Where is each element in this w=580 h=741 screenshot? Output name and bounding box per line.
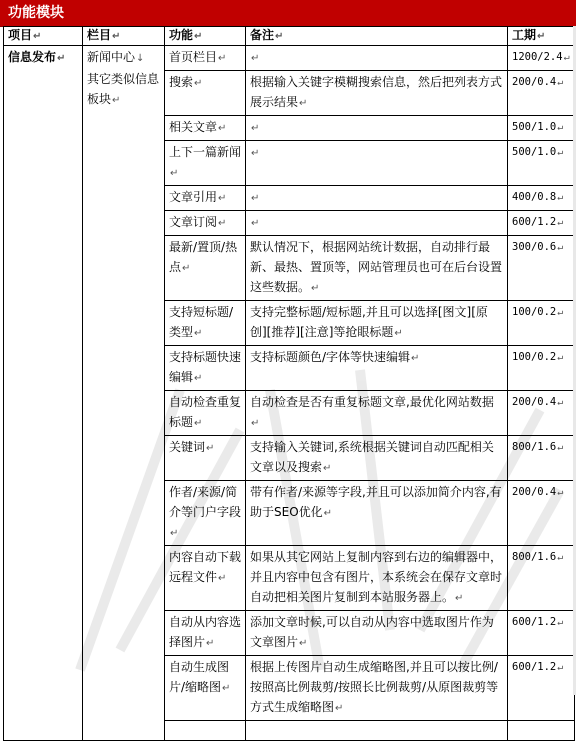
header-column: 栏目↵ (83, 27, 165, 46)
header-function: 功能↵ (165, 27, 246, 46)
period-cell: 100/0.2↵ (508, 346, 575, 391)
note-cell: 根据上传图片自动生成缩略图,并且可以按比例/按照高比例裁剪/按照长比例裁剪/从原图裁剪等方式生成缩略图↵ (246, 656, 508, 721)
header-period: 工期↵ (508, 27, 575, 46)
note-cell: 自动检查是否有重复标题文章,最优化网站数据↵ (246, 391, 508, 436)
scrollbar[interactable] (573, 26, 576, 695)
period-cell: 100/0.2↵ (508, 301, 575, 346)
empty-cell (508, 721, 575, 741)
function-cell: 最新/置顶/热点↵ (165, 236, 246, 301)
period-cell: 200/0.4↵ (508, 481, 575, 546)
note-cell: 添加文章时候,可以自动从内容中选取图片作为文章图片↵ (246, 611, 508, 656)
note-cell: ↵ (246, 46, 508, 71)
section-title: 功能模块 (8, 5, 64, 21)
table-body (4, 46, 575, 741)
project-cell: 信息发布↵ (4, 46, 83, 741)
function-cell: 文章订阅↵ (165, 211, 246, 236)
period-cell: 600/1.2↵ (508, 656, 575, 721)
note-cell: ↵ (246, 211, 508, 236)
feature-table (3, 26, 575, 741)
period-cell: 200/0.4↵ (508, 71, 575, 116)
function-cell: 上下一篇新闻↵ (165, 141, 246, 186)
period-cell: 1200/2.4↵ (508, 46, 575, 71)
section-banner (0, 0, 576, 27)
period-cell: 500/1.0↵ (508, 141, 575, 186)
note-cell: 带有作者/来源等字段,并且可以添加简介内容,有助于SEO优化↵ (246, 481, 508, 546)
note-cell: 支持标题颜色/字体等快速编辑↵ (246, 346, 508, 391)
table-header-row (4, 27, 575, 46)
header-note: 备注↵ (246, 27, 508, 46)
period-cell: 800/1.6↵ (508, 436, 575, 481)
function-cell: 支持标题快速编辑↵ (165, 346, 246, 391)
function-cell: 首页栏目↵ (165, 46, 246, 71)
column-cell: 新闻中心↓ 其它类似信息板块↵ (83, 46, 165, 741)
period-cell: 800/1.6↵ (508, 546, 575, 611)
note-cell: 如果从其它网站上复制内容到右边的编辑器中，并且内容中包含有图片，本系统会在保存文章时自动把相关图片复制到本站服务器上。↵ (246, 546, 508, 611)
function-cell: 相关文章↵ (165, 116, 246, 141)
note-cell: ↵ (246, 186, 508, 211)
note-cell: 支持输入关键词,系统根据关键词自动匹配相关文章以及搜索↵ (246, 436, 508, 481)
function-cell: 支持短标题/类型↵ (165, 301, 246, 346)
header-project: 项目↵ (4, 27, 83, 46)
function-cell: 作者/来源/简介等门户字段↵ (165, 481, 246, 546)
note-cell: ↵ (246, 116, 508, 141)
note-cell: 默认情况下，根据网站统计数据，自动排行最新、最热、置顶等，网站管理员也可在后台设置这些数据。↵ (246, 236, 508, 301)
period-cell: 600/1.2↵ (508, 611, 575, 656)
period-cell: 600/1.2↵ (508, 211, 575, 236)
period-cell: 300/0.6↵ (508, 236, 575, 301)
empty-cell (246, 721, 508, 741)
note-cell: ↵ (246, 141, 508, 186)
function-cell: 自动检查重复标题↵ (165, 391, 246, 436)
period-cell: 400/0.8↵ (508, 186, 575, 211)
table-row (4, 46, 575, 71)
period-cell: 200/0.4↵ (508, 391, 575, 436)
function-cell: 自动从内容选择图片↵ (165, 611, 246, 656)
function-cell: 自动生成图片/缩略图↵ (165, 656, 246, 721)
period-cell: 500/1.0↵ (508, 116, 575, 141)
function-cell: 文章引用↵ (165, 186, 246, 211)
function-cell: 内容自动下载远程文件↵ (165, 546, 246, 611)
note-cell: 支持完整标题/短标题,并且可以选择[图文][原创][推荐][注意]等抢眼标题↵ (246, 301, 508, 346)
empty-cell (165, 721, 246, 741)
note-cell: 根据输入关键字模糊搜索信息，然后把列表方式展示结果↵ (246, 71, 508, 116)
function-cell: 搜索↵ (165, 71, 246, 116)
function-cell: 关键词↵ (165, 436, 246, 481)
